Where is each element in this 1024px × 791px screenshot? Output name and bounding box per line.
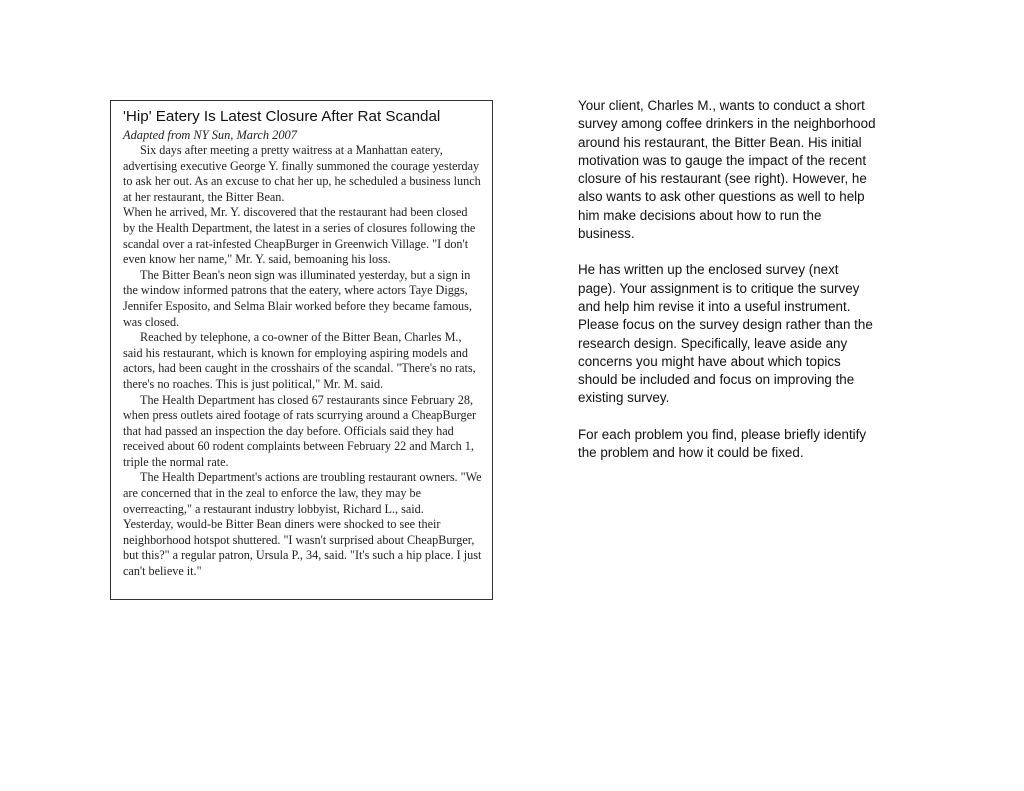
article-paragraph: Yesterday, would-be Bitter Bean diners were shocked to see their neighborhood hotspot shuttered. "I wasn't surprised about CheapBurger, but this?" a regular patron, Ursula P., 34, said. "It's such a hip place. I just can't believe it." [123, 517, 482, 579]
article-source: Adapted from NY Sun, March 2007 [123, 128, 297, 142]
article-paragraph: The Health Department's actions are troubling restaurant owners. "We are concerned that in the zeal to enforce the law, they may be overreacting," a restaurant industry lobbyist, Richard L., said. [123, 470, 482, 516]
instructions-paragraph: For each problem you find, please briefly identify the problem and how it could be fixed. [578, 426, 867, 461]
article-paragraph: The Health Department has closed 67 restaurants since February 28, when press outlets aired footage of rats scurrying around a CheapBurger that had passed an inspection the day before. Officials said they had received about 60 rodent complaints between February 22 and March 1, triple the normal rate. [123, 392, 477, 469]
assignment-instructions [578, 97, 878, 480]
article-paragraph: The Bitter Bean's neon sign was illuminated yesterday, but a sign in the window informed patrons that the eatery, where actors Taye Diggs, Jennifer Esposito, and Selma Blair worked before they became famous, was closed. [123, 267, 472, 329]
instructions-paragraph: Your client, Charles M., wants to conduct a short survey among coffee drinkers in the neighborhood around his restaurant, the Bitter Bean. His initial motivation was to gauge the impact of the recent closure of his restaurant (see right). However, he also wants to ask other questions as well to help him make decisions about how to run the business. [578, 98, 876, 242]
instructions-paragraph: He has written up the enclosed survey (next page). Your assignment is to critique the survey and help him revise it into a useful instrument. Please focus on the survey design rather than the research design. Specifically, leave aside any concerns you might have about which topics should be included and focus on improving the existing survey. [578, 262, 873, 406]
article-headline: 'Hip' Eatery Is Latest Closure After Rat Scandal [123, 108, 441, 125]
article-paragraph: When he arrived, Mr. Y. discovered that the restaurant had been closed by the Health Department, the latest in a series of closures following the scandal over a rat-infested CheapBurger in Greenwich Village. "I don't even know her name," Mr. Y. said, bemoaning his loss. [123, 205, 476, 267]
article-paragraph: Six days after meeting a pretty waitress at a Manhattan eatery, advertising executive George Y. finally summoned the courage yesterday to ask her out. As an excuse to chat her up, he scheduled a business lunch at her restaurant, the Bitter Bean. [123, 143, 481, 204]
article-paragraph: Reached by telephone, a co-owner of the Bitter Bean, Charles M., said his restaurant, which is known for employing aspiring models and actors, had been caught in the crosshairs of the scandal. "There's no rats, there's no roaches. This is just political," Mr. M. said. [123, 330, 476, 391]
news-article-box [110, 100, 493, 600]
